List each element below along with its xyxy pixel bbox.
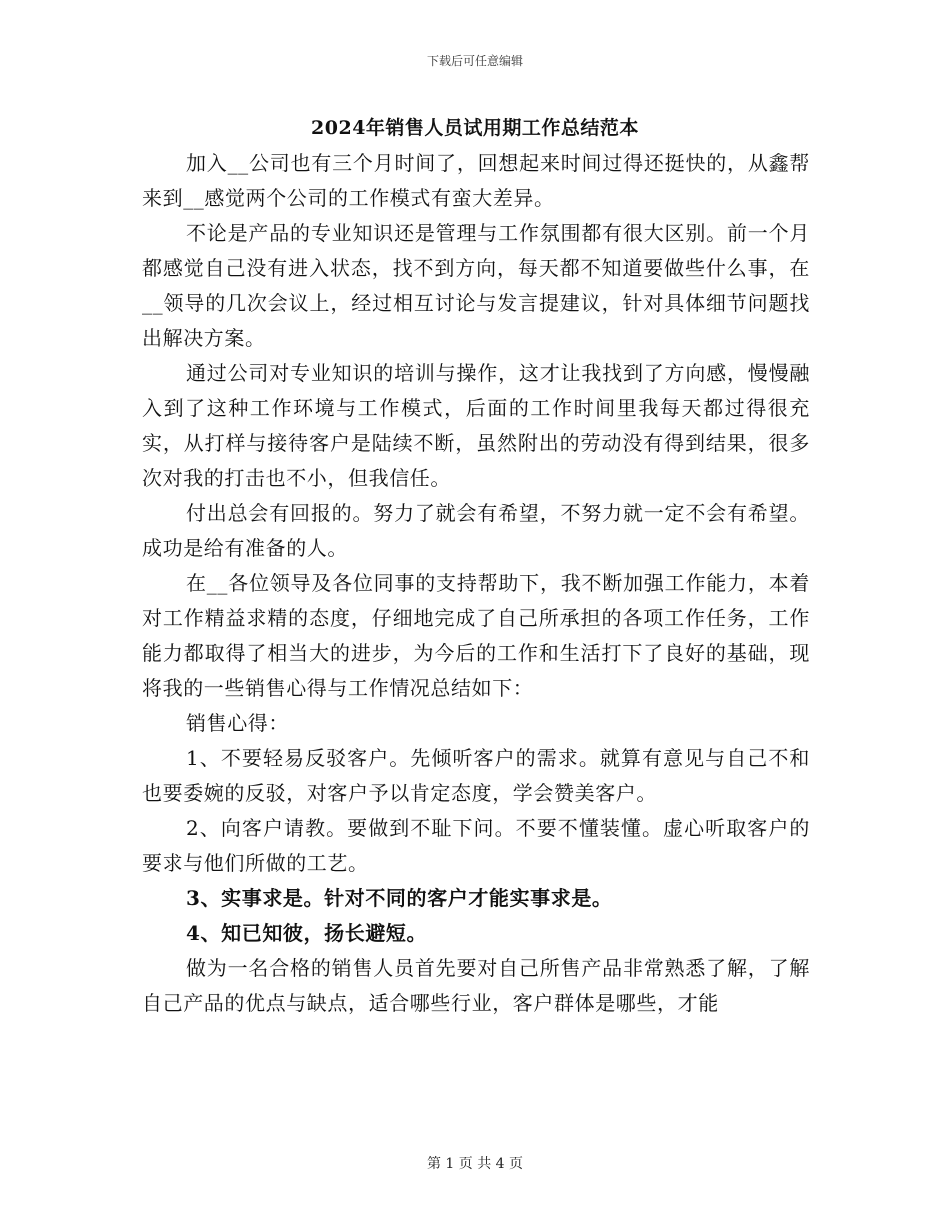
document-title: 2024年销售人员试用期工作总结范本 (311, 117, 639, 139)
section-heading: 销售心得： (186, 711, 289, 735)
paragraph: 不论是产品的专业知识还是管理与工作氛围都有很大区别。前一个月都感觉自己没有进入状态，找不到方向，每天都不知道要做些什么事，在__领导的几次会议上，经过相互讨论与发言提建议，针对具体细节问题找出解决方案。 (142, 221, 810, 350)
list-item: 3、实事求是。针对不同的客户才能实事求是。 (186, 886, 613, 910)
page-number: 第 1 页 共 4 页 (426, 1156, 524, 1172)
document-body (142, 146, 810, 1021)
list-item: 1、不要轻易反驳客户。先倾听客户的需求。就算有意见与自己不和也要委婉的反驳，对客户予以肯定态度，学会赞美客户。 (142, 746, 810, 805)
list-item: 2、向客户请教。要做到不耻下问。不要不懂装懂。虚心听取客户的要求与他们所做的工艺。 (142, 816, 810, 875)
page-header-note: 下载后可任意编辑 (426, 54, 523, 68)
paragraph: 通过公司对专业知识的培训与操作，这才让我找到了方向感，慢慢融入到了这种工作环境与工作模式，后面的工作时间里我每天都过得很充实，从打样与接待客户是陆续不断，虽然附出的劳动没有得到结果，很多次对我的打击也不小，但我信任。 (142, 361, 810, 490)
list-item: 4、知已知彼，扬长避短。 (186, 921, 428, 945)
paragraph: 付出总会有回报的。努力了就会有希望，不努力就一定不会有希望。成功是给有准备的人。 (142, 501, 810, 560)
paragraph: 做为一名合格的销售人员首先要对自己所售产品非常熟悉了解，了解自己产品的优点与缺点，适合哪些行业，客户群体是哪些，才能 (142, 956, 810, 1015)
paragraph: 加入__公司也有三个月时间了，回想起来时间过得还挺快的，从鑫帮来到__感觉两个公司的工作模式有蛮大差异。 (142, 151, 810, 210)
paragraph: 在__各位领导及各位同事的支持帮助下，我不断加强工作能力，本着对工作精益求精的态度，仔细地完成了自己所承担的各项工作任务，工作能力都取得了相当大的进步，为今后的工作和生活打下了良好的基础，现将我的一些销售心得与工作情况总结如下： (142, 571, 810, 700)
